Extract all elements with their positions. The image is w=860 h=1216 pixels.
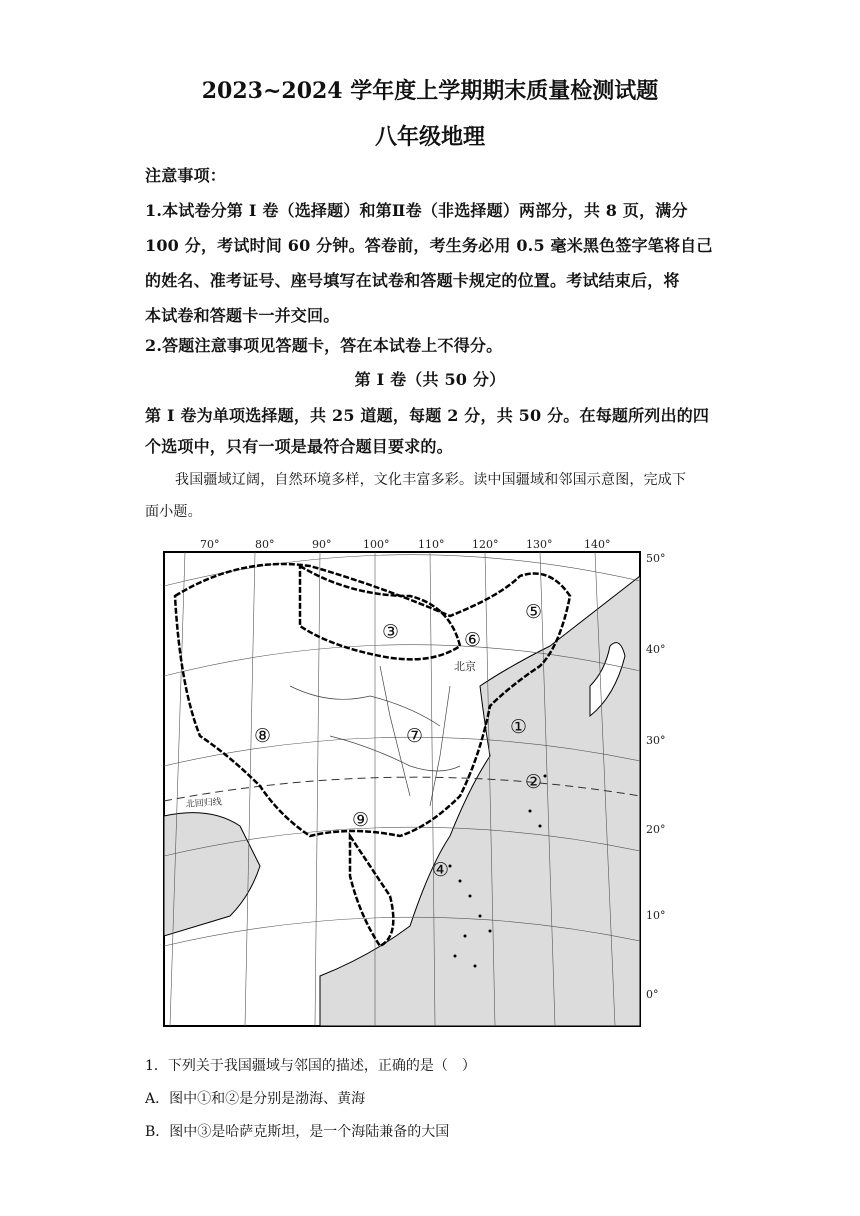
lon-label: 90° — [312, 538, 332, 551]
question-stem: 1．下列关于我国疆域与邻国的描述，正确的是（ ） — [145, 1058, 476, 1074]
lon-label: 120° — [472, 538, 499, 551]
section-title: 第 I 卷（共 50 分） — [354, 370, 506, 389]
option-b: B．图中③是哈萨克斯坦，是一个海陆兼备的大国 — [145, 1124, 450, 1140]
tropic-label: 北回归线 — [185, 797, 223, 810]
marker-5: ⑤ — [525, 601, 543, 623]
lat-label: 10° — [646, 909, 666, 922]
lat-label: 0° — [646, 988, 659, 1001]
stem-text: 面小题。 — [145, 504, 202, 520]
lon-label: 70° — [200, 538, 220, 551]
beijing-label: 北京 — [454, 660, 476, 673]
china-territory-map — [150, 536, 670, 1032]
notice-line: 1.本试卷分第 I 卷（选择题）和第Ⅱ卷（非选择题）两部分，共 8 页，满分 — [145, 201, 688, 220]
lon-label: 100° — [363, 538, 390, 551]
lat-label: 50° — [646, 552, 666, 565]
marker-2: ② — [525, 771, 543, 793]
marker-8: ⑧ — [254, 725, 272, 747]
marker-4: ④ — [432, 859, 450, 881]
exam-title: 2023~2024 学年度上学期期末质量检测试题 — [201, 78, 659, 104]
notice-line: 本试卷和答题卡一并交回。 — [145, 306, 340, 325]
lat-label: 30° — [646, 734, 666, 747]
stem-text: 我国疆域辽阔，自然环境多样，文化丰富多彩。读中国疆域和邻国示意图，完成下 — [175, 472, 687, 488]
notice-line: 的姓名、准考证号、座号填写在试卷和答题卡规定的位置。考试结束后，将 — [145, 271, 680, 290]
notice-line: 2.答题注意事项见答题卡，答在本试卷上不得分。 — [145, 336, 503, 355]
lon-label: 110° — [418, 538, 445, 551]
section-desc: 第 I 卷为单项选择题，共 25 道题，每题 2 分，共 50 分。在每题所列出的四 — [145, 406, 710, 425]
option-a: A．图中①和②是分别是渤海、黄海 — [145, 1091, 366, 1107]
notice-heading: 注意事项： — [145, 166, 227, 185]
section-desc: 个选项中，只有一项是最符合题目要求的。 — [145, 437, 453, 456]
marker-3: ③ — [382, 621, 400, 643]
lon-label: 140° — [584, 538, 611, 551]
lat-label: 40° — [646, 643, 666, 656]
marker-9: ⑨ — [352, 809, 370, 831]
lat-label: 20° — [646, 823, 666, 836]
marker-6: ⑥ — [464, 629, 482, 651]
marker-7: ⑦ — [406, 725, 424, 747]
lon-label: 130° — [526, 538, 553, 551]
notice-line: 100 分，考试时间 60 分钟。答卷前，考生务必用 0.5 毫米黑色签字笔将自己 — [145, 236, 713, 255]
lon-label: 80° — [255, 538, 275, 551]
exam-subtitle: 八年级地理 — [374, 124, 485, 150]
marker-1: ① — [510, 716, 528, 738]
